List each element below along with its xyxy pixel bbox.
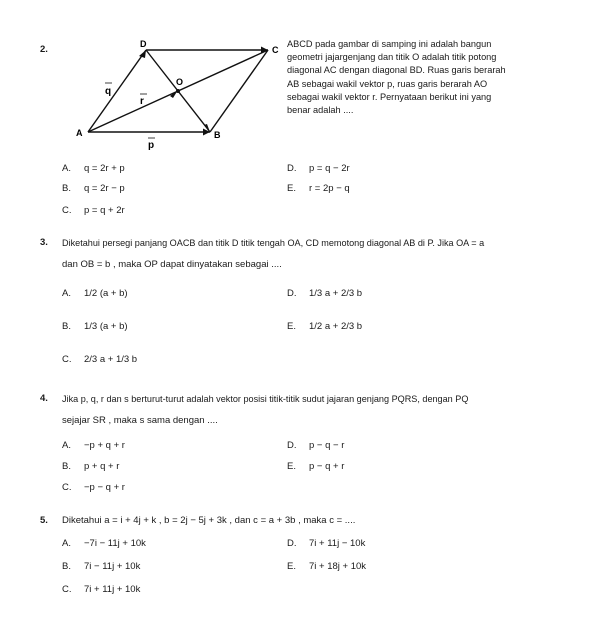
option-text: 1/3 (a + b) bbox=[84, 321, 128, 332]
q5-line1: Diketahui a = i + 4j + k , b = 2j − 5j + 3k , dan c = a + 3b , maka c = .... bbox=[62, 515, 356, 526]
option-label: E. bbox=[287, 561, 296, 572]
q4-option-c[interactable] bbox=[62, 482, 125, 494]
q2-line: AB sebagai wakil vektor p, ruas garis berarah AO bbox=[287, 78, 488, 89]
option-label: C. bbox=[62, 354, 72, 365]
option-label: A. bbox=[62, 538, 71, 549]
option-label: E. bbox=[287, 321, 296, 332]
label-r: r bbox=[140, 96, 144, 107]
label-a: A bbox=[76, 128, 83, 138]
option-text: p = q − 2r bbox=[309, 163, 350, 174]
option-label: E. bbox=[287, 461, 296, 472]
parallelogram-diagram bbox=[60, 38, 320, 158]
option-text: −p + q + r bbox=[84, 440, 125, 451]
q2-option-e[interactable] bbox=[287, 183, 350, 195]
option-text: p + q + r bbox=[84, 461, 120, 472]
option-label: D. bbox=[287, 288, 297, 299]
option-text: q = 2r − p bbox=[84, 183, 125, 194]
q5-option-c[interactable] bbox=[62, 584, 140, 596]
q4-option-e[interactable] bbox=[287, 461, 344, 473]
q3-number: 3. bbox=[40, 237, 48, 248]
q2-number: 2. bbox=[40, 44, 48, 55]
option-text: −p − q + r bbox=[84, 482, 125, 493]
arrow-ad bbox=[139, 50, 146, 58]
option-text: 1/2 a + 2/3 b bbox=[309, 321, 363, 332]
q4-line2: sejajar SR , maka s sama dengan .... bbox=[62, 415, 218, 426]
option-text: −7i − 11j + 10k bbox=[84, 538, 146, 549]
q2-option-d[interactable] bbox=[287, 163, 350, 175]
q2-text bbox=[287, 38, 537, 117]
q3-option-d[interactable] bbox=[287, 288, 362, 300]
label-o: O bbox=[176, 77, 184, 87]
option-text: p − q − r bbox=[309, 440, 345, 451]
q2-line: ABCD pada gambar di samping ini adalah bangun bbox=[287, 39, 492, 49]
q3-line1: Diketahui persegi panjang OACB dan titik D titik tengah OA, CD memotong diagonal AB di P. Jika OA = a bbox=[62, 238, 485, 248]
q5-option-a[interactable] bbox=[62, 538, 146, 550]
side-bc bbox=[210, 50, 268, 132]
q3-option-e[interactable] bbox=[287, 321, 362, 333]
option-text: 1/3 a + 2/3 b bbox=[309, 288, 363, 299]
option-text: 7i − 11j + 10k bbox=[84, 561, 141, 572]
label-d: D bbox=[140, 39, 147, 49]
label-p: p bbox=[148, 140, 155, 151]
option-text: 7i + 18j + 10k bbox=[309, 561, 367, 572]
q4-number: 4. bbox=[40, 393, 48, 404]
option-text: q = 2r + p bbox=[84, 163, 125, 174]
q3-option-b[interactable] bbox=[62, 321, 128, 333]
option-text: r = 2p − q bbox=[309, 183, 350, 194]
q2-option-c[interactable] bbox=[62, 205, 125, 217]
q3-line2: dan OB = b , maka OP dapat dinyatakan sebagai .... bbox=[62, 259, 282, 270]
option-label: E. bbox=[287, 183, 296, 194]
option-label: B. bbox=[62, 183, 71, 194]
option-label: A. bbox=[62, 288, 71, 299]
q2-line: sebagai wakil vektor r. Pernyataan berikut ini yang bbox=[287, 91, 492, 102]
q4-option-b[interactable] bbox=[62, 461, 119, 473]
option-label: A. bbox=[62, 440, 71, 451]
q2-line: benar adalah .... bbox=[287, 105, 354, 116]
point-o bbox=[176, 89, 180, 93]
label-q: q bbox=[105, 86, 112, 97]
q3-option-c[interactable] bbox=[62, 354, 137, 366]
side-da bbox=[88, 50, 146, 132]
option-text: 7i + 11j + 10k bbox=[84, 584, 141, 595]
option-label: B. bbox=[62, 321, 71, 332]
option-text: p = q + 2r bbox=[84, 205, 125, 216]
option-label: B. bbox=[62, 461, 71, 472]
option-text: 1/2 (a + b) bbox=[84, 288, 128, 299]
q2-line: diagonal AC dengan diagonal BD. Ruas garis berarah bbox=[287, 65, 506, 76]
option-label: A. bbox=[62, 163, 71, 174]
option-label: C. bbox=[62, 205, 72, 216]
option-label: B. bbox=[62, 561, 71, 572]
q2-option-b[interactable] bbox=[62, 183, 125, 195]
q5-option-b[interactable] bbox=[62, 561, 140, 573]
option-text: p − q + r bbox=[309, 461, 345, 472]
option-text: 2/3 a + 1/3 b bbox=[84, 354, 138, 365]
option-label: D. bbox=[287, 440, 297, 451]
option-label: D. bbox=[287, 538, 297, 549]
label-c: C bbox=[272, 45, 279, 55]
q4-line1: Jika p, q, r dan s berturut-turut adalah vektor posisi titik-titik sudut jajaran genjang PQRS, dengan PQ bbox=[62, 394, 469, 404]
option-label: C. bbox=[62, 584, 72, 595]
label-b: B bbox=[214, 130, 221, 140]
q2-line: geometri jajargenjang dan titik O adalah titik potong bbox=[287, 52, 497, 63]
q5-option-e[interactable] bbox=[287, 561, 366, 573]
q5-number: 5. bbox=[40, 515, 48, 526]
q2-option-a[interactable] bbox=[62, 163, 125, 175]
q3-option-a[interactable] bbox=[62, 288, 128, 300]
option-text: 7i + 11j − 10k bbox=[309, 538, 366, 549]
q4-option-d[interactable] bbox=[287, 440, 344, 452]
q5-option-d[interactable] bbox=[287, 538, 365, 550]
option-label: C. bbox=[62, 482, 72, 493]
q4-option-a[interactable] bbox=[62, 440, 125, 452]
option-label: D. bbox=[287, 163, 297, 174]
